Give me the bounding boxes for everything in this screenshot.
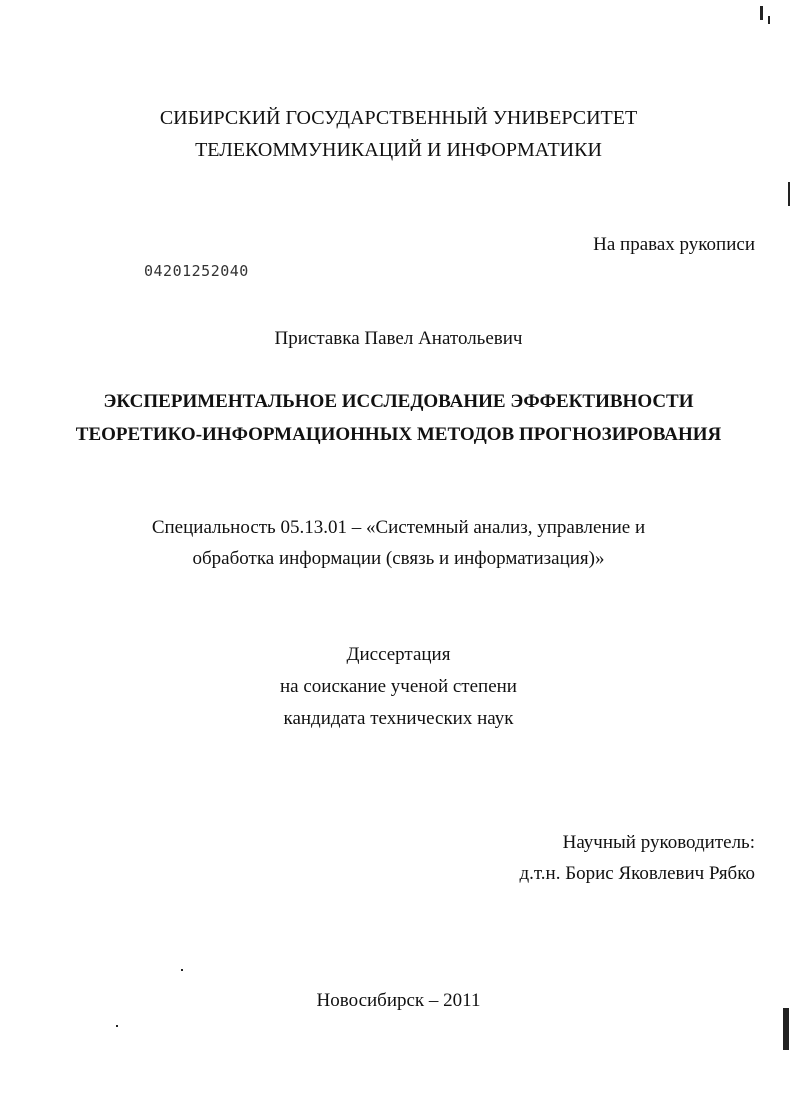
degree-line-1: Диссертация (346, 644, 451, 665)
scan-speck (181, 969, 183, 971)
university-name-line-1: СИБИРСКИЙ ГОСУДАРСТВЕННЫЙ УНИВЕРСИТЕТ (159, 107, 638, 129)
rights-note: На правах рукописи (593, 234, 755, 255)
scan-speck (760, 6, 763, 20)
dissertation-title-line-2: ТЕОРЕТИКО-ИНФОРМАЦИОННЫХ МЕТОДОВ ПРОГНОЗИРОВАНИЯ (75, 424, 722, 445)
author-name: Приставка Павел Анатольевич (274, 328, 523, 349)
scan-speck (116, 1025, 118, 1027)
supervisor-label: Научный руководитель: (562, 832, 755, 853)
supervisor-name: д.т.н. Борис Яковлевич Рябко (519, 863, 755, 884)
scan-speck (783, 1008, 789, 1050)
degree-line-2: на соискание ученой степени (280, 676, 517, 697)
degree-line-3: кандидата технических наук (283, 708, 514, 729)
scan-speck (788, 182, 790, 206)
university-name-line-2: ТЕЛЕКОММУНИКАЦИЙ И ИНФОРМАТИКИ (195, 139, 602, 161)
scan-speck (768, 16, 770, 24)
catalog-number-stamp: 04201252040 (144, 262, 249, 280)
dissertation-title-line-1: ЭКСПЕРИМЕНТАЛЬНОЕ ИССЛЕДОВАНИЕ ЭФФЕКТИВНОСТИ (103, 391, 694, 412)
specialty-line-2: обработка информации (связь и информатизация)» (192, 548, 605, 569)
specialty-line-1: Специальность 05.13.01 – «Системный анализ, управление и (151, 517, 646, 538)
place-and-year: Новосибирск – 2011 (316, 990, 481, 1011)
